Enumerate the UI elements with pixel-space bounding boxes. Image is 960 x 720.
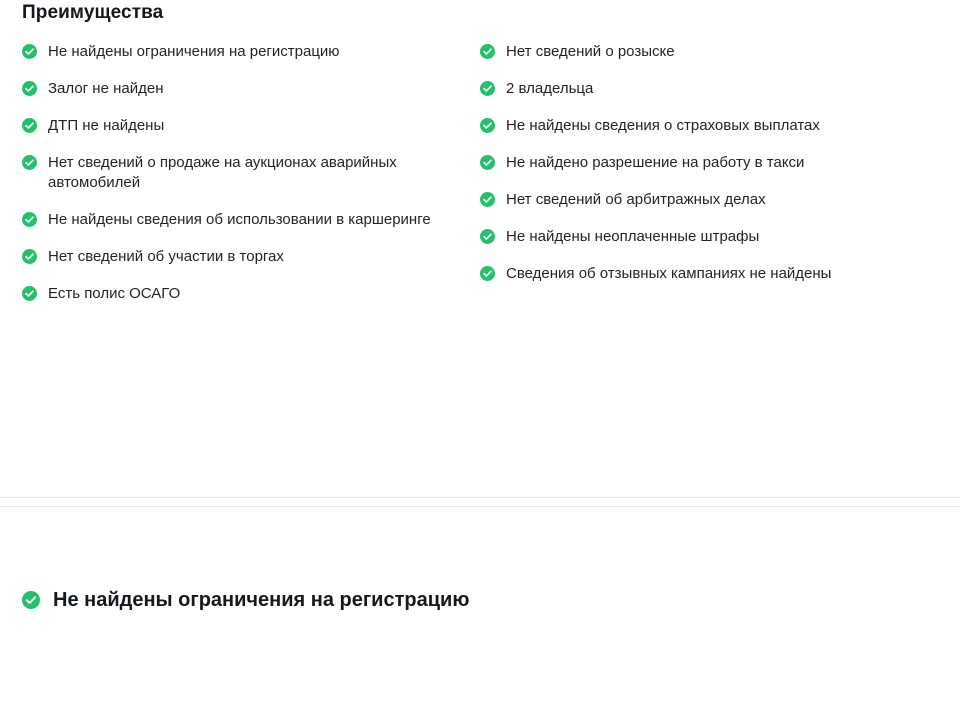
check-circle-icon xyxy=(22,212,37,227)
check-circle-icon xyxy=(22,81,37,96)
list-item-label: Не найдено разрешение на работу в такси xyxy=(506,154,805,171)
list-item-label: Есть полис ОСАГО xyxy=(48,285,181,302)
list-item xyxy=(480,153,938,173)
list-item xyxy=(22,153,456,193)
check-circle-icon xyxy=(22,286,37,301)
check-circle-icon xyxy=(22,118,37,133)
list-item-label: Сведения об отзывных кампаниях не найдены xyxy=(506,265,832,282)
check-circle-icon xyxy=(480,81,495,96)
list-item-label: Не найдены неоплаченные штрафы xyxy=(506,228,760,245)
check-circle-icon xyxy=(22,249,37,264)
advantages-columns xyxy=(22,42,938,304)
list-item-label: Залог не найден xyxy=(48,80,164,97)
list-item xyxy=(480,264,938,284)
list-item-label: Не найдены ограничения на регистрацию xyxy=(48,43,340,60)
list-item xyxy=(22,284,456,304)
list-item-label: 2 владельца xyxy=(506,80,594,97)
list-item xyxy=(480,42,938,62)
check-circle-icon xyxy=(22,155,37,170)
list-item xyxy=(22,42,456,62)
check-circle-icon xyxy=(22,591,40,609)
detail-section-title: Не найдены ограничения на регистрацию xyxy=(53,589,470,611)
list-item-label: Нет сведений о продаже на аукционах аварийных автомобилей xyxy=(48,154,397,191)
check-circle-icon xyxy=(480,155,495,170)
advantages-column-right xyxy=(480,42,938,304)
list-item xyxy=(22,247,456,267)
check-circle-icon xyxy=(480,44,495,59)
list-item xyxy=(22,210,456,230)
list-item xyxy=(480,79,938,99)
list-item xyxy=(480,227,938,247)
page-title: Преимущества xyxy=(22,2,164,23)
list-item xyxy=(480,190,938,210)
list-item-label: Не найдены сведения о страховых выплатах xyxy=(506,117,820,134)
list-item-label: Нет сведений о розыске xyxy=(506,43,675,60)
advantages-section xyxy=(0,0,960,304)
list-item xyxy=(22,116,456,136)
section-divider-top xyxy=(0,497,960,498)
list-item xyxy=(480,116,938,136)
detail-section-heading xyxy=(22,588,469,612)
check-circle-icon xyxy=(480,266,495,281)
list-item-label: Не найдены сведения об использовании в каршеринге xyxy=(48,211,431,228)
check-circle-icon xyxy=(22,44,37,59)
advantages-column-left xyxy=(22,42,480,304)
check-circle-icon xyxy=(480,229,495,244)
check-circle-icon xyxy=(480,118,495,133)
list-item-label: ДТП не найдены xyxy=(48,117,165,134)
check-circle-icon xyxy=(480,192,495,207)
list-item-label: Нет сведений об арбитражных делах xyxy=(506,191,766,208)
section-divider-bottom xyxy=(0,506,960,507)
list-item xyxy=(22,79,456,99)
list-item-label: Нет сведений об участии в торгах xyxy=(48,248,284,265)
